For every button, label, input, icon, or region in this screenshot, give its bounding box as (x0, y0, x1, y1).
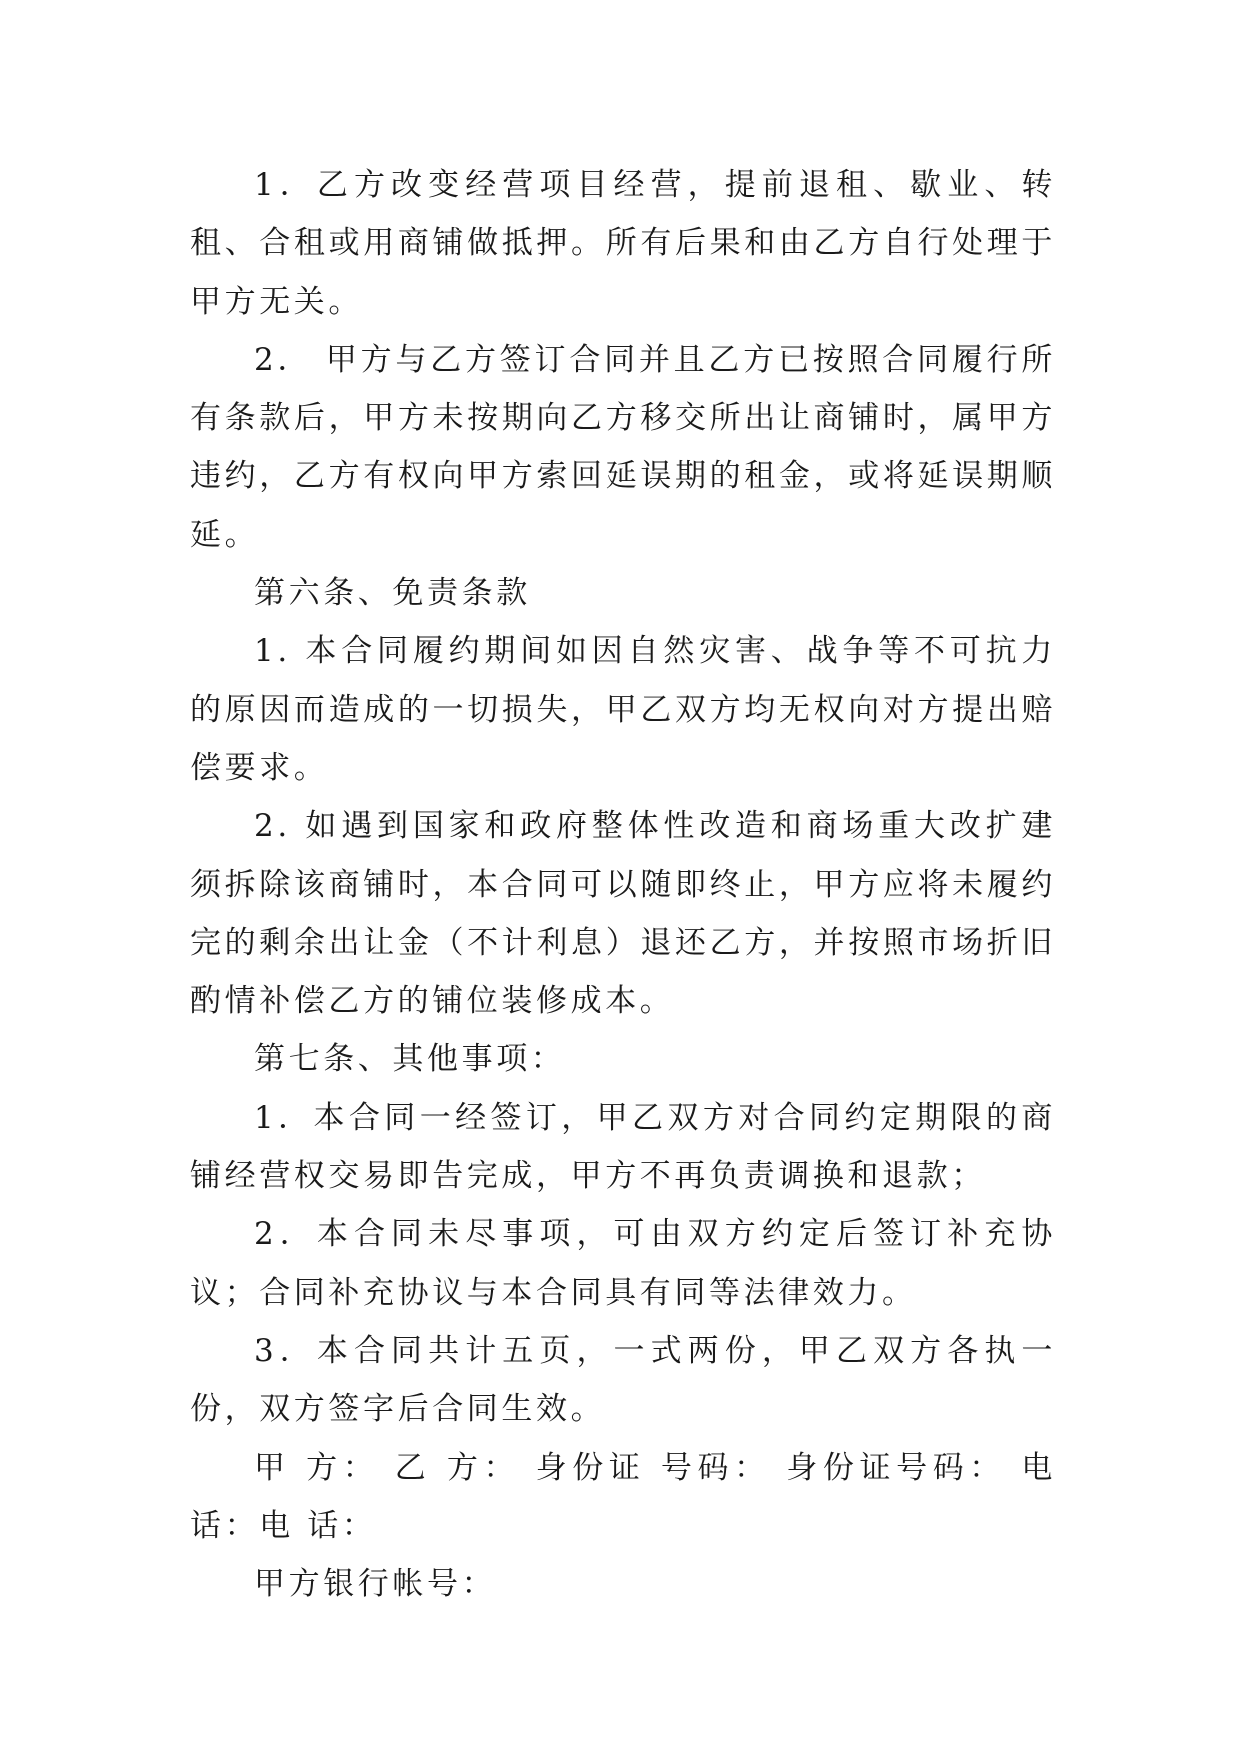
signature-fields: 甲 方： 乙 方： 身份证 号码： 身份证号码： 电 话：电 话： (190, 1449, 1056, 1544)
bank-account-field: 甲方银行帐号： (254, 1566, 497, 1603)
clause-5-item-2: 2． 甲方与乙方签订合同并且乙方已按照合同履行所有条款后，甲方未按期向乙方移交所出让商铺时，属甲方违约，乙方有权向甲方索回延误期的租金，或将延误期顺延。 (190, 341, 1056, 553)
clause-7-item-1: 1．本合同一经签订，甲乙双方对合同约定期限的商铺经营权交易即告完成，甲方不再负责调换和退款； (190, 1099, 1056, 1195)
clause-7-heading: 第七条、其他事项： (254, 1041, 566, 1078)
clause-7-item-3: 3．本合同共计五页，一式两份，甲乙双方各执一份，双方签字后合同生效。 (190, 1332, 1056, 1428)
clause-6-item-2: 2. 如遇到国家和政府整体性改造和商场重大改扩建须拆除该商铺时，本合同可以随即终止，甲方应将未履约完的剩余出让金（不计利息）退还乙方，并按照市场折旧酌情补偿乙方的铺位装修成本。 (190, 808, 1056, 1020)
clause-6-heading: 第六条、免责条款 (254, 575, 531, 612)
clause-7-item-2: 2．本合同未尽事项，可由双方约定后签订补充协议；合同补充协议与本合同具有同等法律效力。 (190, 1216, 1056, 1311)
clause-5-item-1: 1．乙方改变经营项目经营，提前退租、歇业、转租、合租或用商铺做抵押。所有后果和由乙方自行处理于甲方无关。 (190, 167, 1056, 320)
clause-6-item-1: 1. 本合同履约期间如因自然灾害、战争等不可抗力的原因而造成的一切损失，甲乙双方均无权向对方提出赔偿要求。 (190, 633, 1056, 786)
document-body (190, 156, 1056, 1613)
